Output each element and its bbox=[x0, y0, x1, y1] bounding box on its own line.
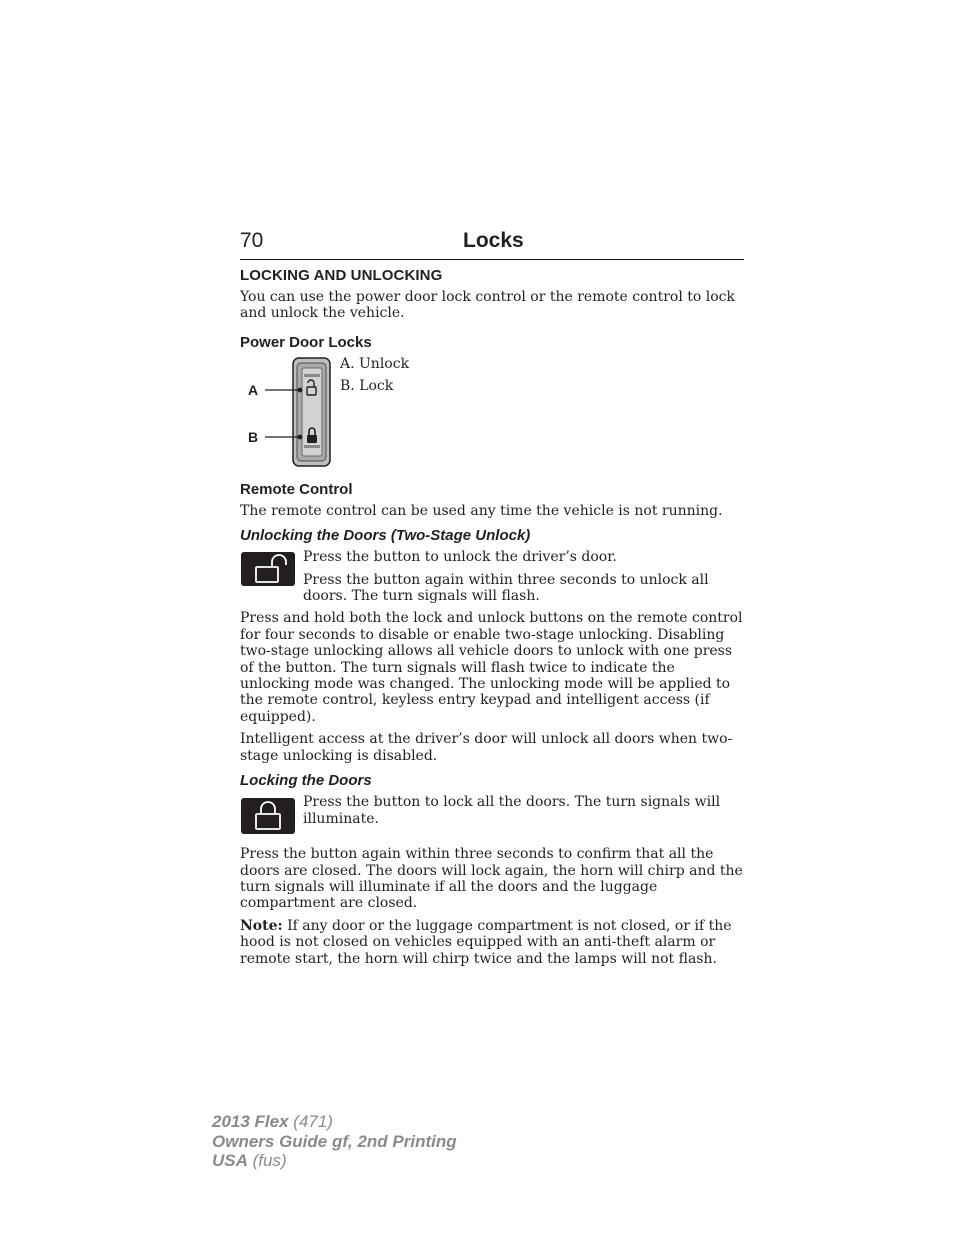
locking-intro: You can use the power door lock control or the remote control to lock and unlock the vehicle. bbox=[240, 289, 735, 322]
lock-instructions bbox=[240, 794, 744, 846]
unlock-icon bbox=[241, 552, 295, 586]
lock-icon bbox=[241, 798, 295, 834]
footer-market: USA bbox=[212, 1151, 248, 1170]
footer-guide: Owners Guide gf, 2nd Printing bbox=[212, 1131, 457, 1151]
section-heading-locking: LOCKING AND UNLOCKING bbox=[240, 267, 443, 284]
page-footer bbox=[212, 1112, 457, 1171]
legend-unlock: A. Unlock bbox=[340, 355, 410, 372]
subheading-unlocking-doors: Unlocking the Doors (Two-Stage Unlock) bbox=[240, 527, 531, 545]
subheading-remote-control: Remote Control bbox=[240, 480, 353, 498]
remote-text: The remote control can be used any time the vehicle is not running. bbox=[240, 502, 723, 519]
lock-step-1: Press the button to lock all the doors. The turn signals will illuminate. bbox=[303, 794, 721, 827]
page-number: 70 bbox=[240, 229, 264, 252]
figure-legend bbox=[340, 356, 409, 401]
callout-a: A bbox=[248, 381, 259, 398]
unlock-paragraph-2: Intelligent access at the driver’s door will unlock all doors when two-stage unlocking is disabled. bbox=[240, 731, 733, 764]
lock-paragraph-1: Press the button again within three seconds to confirm that all the doors are closed. The doors will lock again, the horn will chirp and the turn signals will illuminate if all the doors and the luggage compartment are closed. bbox=[240, 846, 743, 912]
page-title: Locks bbox=[463, 229, 524, 252]
power-door-lock-figure bbox=[240, 356, 744, 481]
footer-market-code: (fus) bbox=[247, 1151, 287, 1170]
subheading-locking-doors: Locking the Doors bbox=[240, 772, 372, 790]
door-lock-switch-illustration bbox=[240, 356, 340, 471]
footer-model: 2013 Flex bbox=[212, 1112, 289, 1131]
subheading-power-door-locks: Power Door Locks bbox=[240, 333, 372, 351]
legend-lock: B. Lock bbox=[340, 378, 394, 395]
unlock-step-1: Press the button to unlock the driver’s door. bbox=[303, 549, 617, 566]
page-header bbox=[240, 228, 744, 260]
unlock-instructions bbox=[240, 549, 744, 604]
main-content bbox=[240, 267, 744, 973]
note-label: Note: bbox=[240, 917, 283, 934]
note-text: If any door or the luggage compartment is not closed, or if the hood is not closed on vehicles equipped with an anti-theft alarm or remote start, the horn will chirp twice and the lamps will not flash. bbox=[240, 917, 732, 967]
unlock-paragraph-1: Press and hold both the lock and unlock buttons on the remote control for four seconds to disable or enable two-stage unlocking. Disabling two-stage unlocking allows all vehicle doors to unlock with one press of the button. The turn signals will flash twice to indicate the unlocking mode was changed. The unlocking mode will be applied to the remote control, keyless entry keypad and intelligent access (if equipped). bbox=[240, 610, 743, 725]
note-paragraph bbox=[240, 918, 744, 967]
unlock-step-2: Press the button again within three seconds to unlock all doors. The turn signals will flash. bbox=[303, 571, 709, 605]
callout-b: B bbox=[248, 428, 259, 445]
footer-model-code: (471) bbox=[288, 1112, 333, 1131]
